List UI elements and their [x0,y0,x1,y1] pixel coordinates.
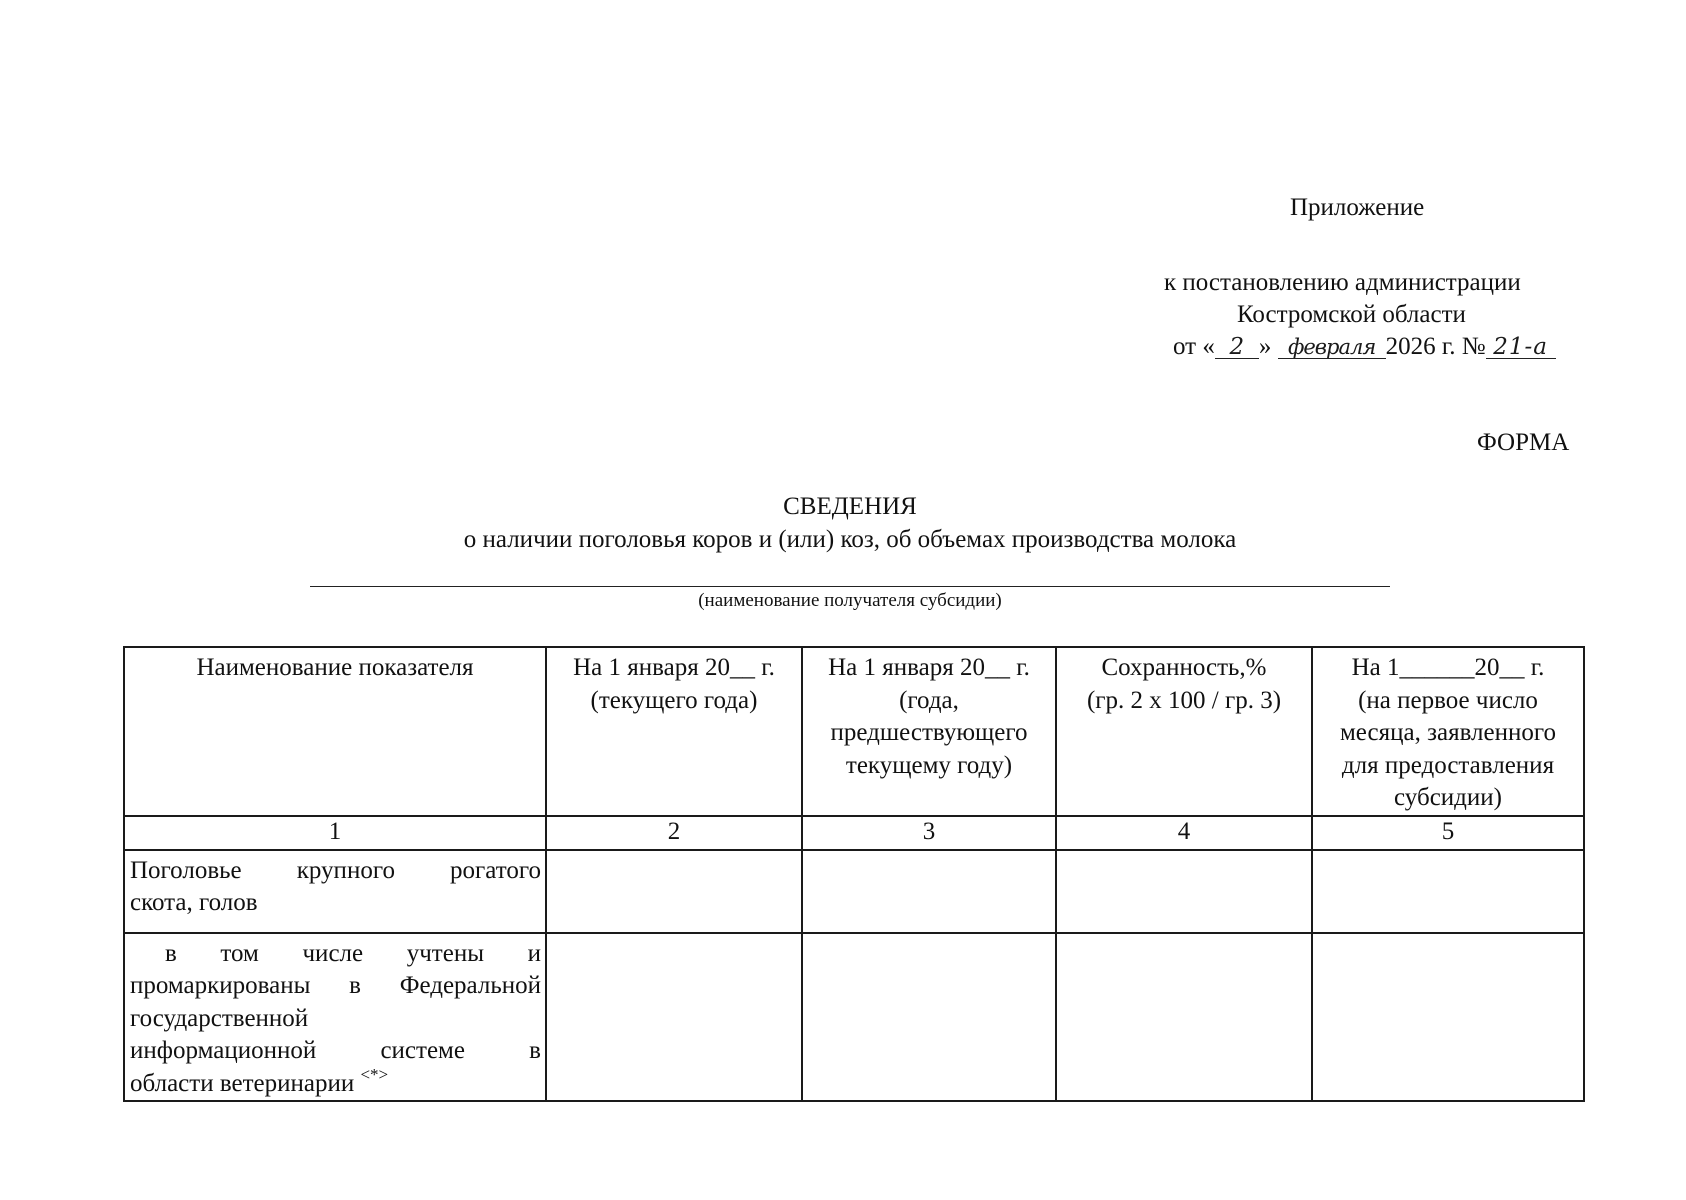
header-line: (на первое число [1358,686,1538,714]
header-line: (текущего года) [590,686,758,714]
handwritten-day: 2 [1215,332,1259,362]
column-number: 1 [124,816,546,850]
row-label-cattle-headcount [124,850,546,933]
recipient-caption: (наименование получателя субсидии) [698,590,1002,611]
header-line: текущему году) [845,751,1013,779]
header-line: Наименование показателя [196,654,474,681]
recipient-name-blank [310,586,1390,587]
decree-year: 2026 г. № [1385,333,1486,360]
decree-date-line [1173,332,1556,362]
header-line: предшествующего [830,719,1028,746]
header-line: На 1______20__ г. [1351,654,1545,681]
appendix-title: Приложение [1290,194,1425,221]
row-label-line: государственной [130,1004,309,1032]
header-line: На 1 января 20__ г. [573,654,775,681]
table-row [124,933,1584,1102]
value-cell[interactable] [546,933,802,1102]
date-close-quote: » [1258,333,1272,360]
value-cell[interactable] [546,850,802,933]
table-header-row [124,647,1584,816]
row-label-registered-marked [124,933,546,1102]
handwritten-month: февраля [1278,332,1386,362]
table-row [124,850,1584,933]
region-name: Костромской области [1237,301,1466,328]
row-label-line: информационной системе в [130,1037,541,1064]
header-line: для предоставления [1341,751,1555,779]
form-label: ФОРМА [1477,429,1570,456]
value-cell[interactable] [802,850,1056,933]
header-line: На 1 января 20__ г. [828,654,1030,681]
row-label-line: в том числе учтены и [165,939,541,967]
column-number: 4 [1056,816,1312,850]
value-cell[interactable] [1312,850,1584,933]
column-number-row [124,816,1584,850]
value-cell[interactable] [802,933,1056,1102]
row-label-line: области ветеринарии [130,1069,355,1097]
row-label-line-last [130,1064,541,1101]
header-cell-retention [1056,647,1312,816]
header-line: месяца, заявленного [1339,719,1556,746]
column-number: 3 [802,816,1056,850]
row-label-line: Поголовье крупного рогатого [130,856,541,884]
header-cell-previous-year [802,647,1056,816]
document-subtitle: о наличии поголовья коров и (или) коз, об объемах производства молока [463,526,1237,553]
row-label-line: скота, голов [130,889,258,916]
value-cell[interactable] [1056,933,1312,1102]
header-line: субсидии) [1394,784,1502,811]
header-line: Сохранность,% [1101,654,1267,681]
document-title: СВЕДЕНИЯ [783,493,917,520]
header-cell-current-year [546,647,802,816]
footnote-mark: <*> [360,1064,389,1084]
header-cell-indicator [124,647,546,816]
header-line: (гр. 2 х 100 / гр. 3) [1086,686,1282,714]
row-label-line: промаркированы в Федеральной [130,972,541,999]
decree-reference-line: к постановлению администрации [1164,269,1521,296]
column-number: 2 [546,816,802,850]
header-cell-subsidy-month [1312,647,1584,816]
column-number: 5 [1312,816,1584,850]
date-prefix: от « [1173,333,1215,360]
livestock-data-table [123,646,1585,1102]
handwritten-decree-number: 21-а [1486,332,1556,362]
value-cell[interactable] [1056,850,1312,933]
header-line: (года, [899,686,959,714]
value-cell[interactable] [1312,933,1584,1102]
